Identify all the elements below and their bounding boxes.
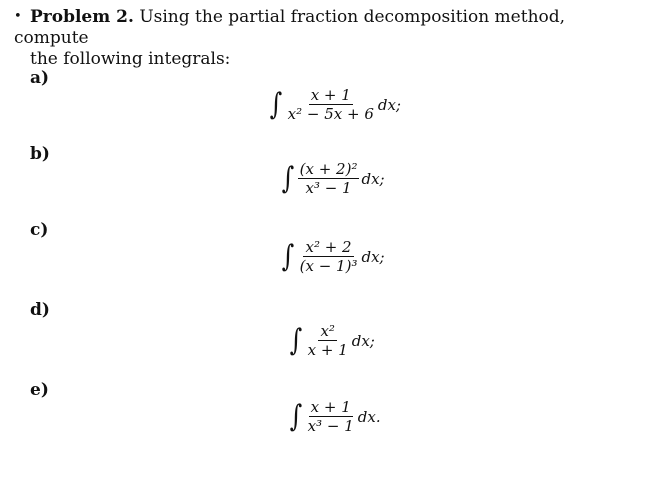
fraction — [306, 322, 350, 359]
integral-sign: ∫ — [269, 86, 283, 122]
integral-e — [288, 398, 381, 435]
problem-text-line1: Using the partial fraction decomposition method, compute — [14, 7, 566, 48]
differential: dx. — [357, 407, 381, 426]
numerator: x + 1 — [310, 86, 351, 104]
denominator: (x − 1)³ — [299, 257, 358, 275]
item-b-label: b) — [30, 144, 50, 164]
item-a-label: a) — [30, 68, 50, 88]
fraction — [306, 398, 356, 435]
integral-sign: ∫ — [289, 322, 303, 358]
problem-text-line2: the following integrals: — [30, 49, 231, 69]
fraction — [298, 160, 360, 197]
integral-c — [280, 238, 385, 275]
denominator: x³ − 1 — [307, 417, 354, 435]
numerator: x + 1 — [310, 398, 351, 416]
item-c-label: c) — [30, 220, 49, 240]
numerator: x² — [320, 322, 335, 340]
integral-sign: ∫ — [281, 238, 295, 274]
item-d-label: d) — [30, 300, 50, 320]
problem-label: Problem 2. — [30, 7, 134, 27]
integral-sign: ∫ — [289, 398, 303, 434]
denominator: x² − 5x + 6 — [287, 105, 374, 123]
fraction — [298, 238, 360, 275]
numerator: (x + 2)² — [299, 160, 358, 178]
integral-d — [288, 322, 375, 359]
problem-statement — [14, 6, 634, 70]
denominator: x³ − 1 — [305, 179, 352, 197]
bullet: • — [14, 9, 22, 24]
numerator: x² + 2 — [305, 238, 352, 256]
fraction — [286, 86, 376, 123]
differential: dx; — [351, 331, 375, 350]
denominator: x + 1 — [307, 341, 348, 359]
item-e-label: e) — [30, 380, 49, 400]
differential: dx; — [377, 95, 401, 114]
differential: dx; — [361, 247, 385, 266]
integral-a — [268, 86, 401, 123]
integral-sign: ∫ — [281, 160, 295, 196]
differential: dx; — [361, 169, 385, 188]
integral-b — [280, 160, 385, 197]
